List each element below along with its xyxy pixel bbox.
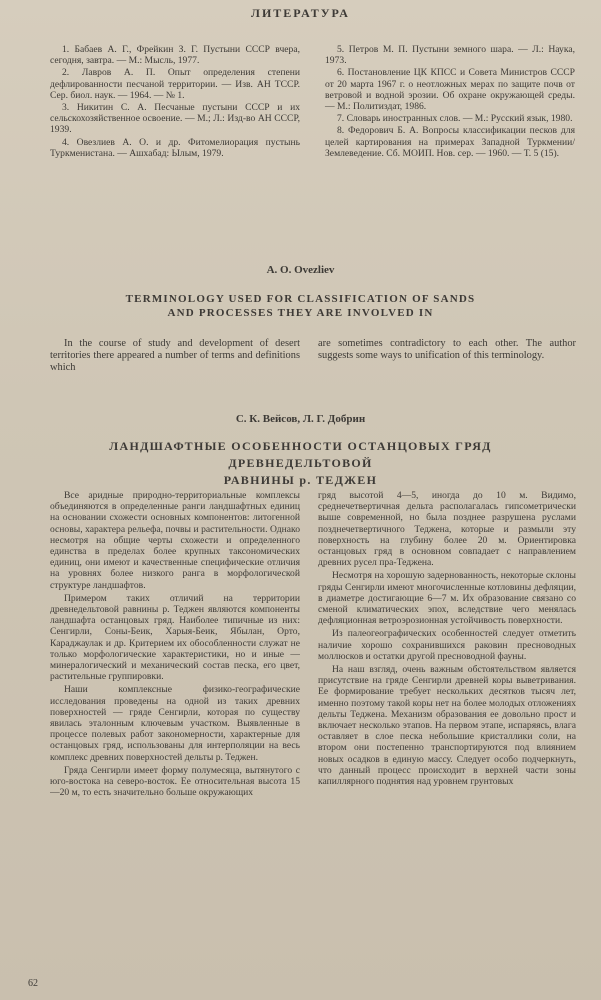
- russian-title-line-2: РАВНИНЫ р. ТЕДЖЕН: [223, 473, 378, 487]
- abstract-left: [50, 338, 300, 374]
- reference-item: 7. Словарь иностранных слов. — М.: Русский язык, 1980.: [337, 113, 573, 125]
- body-right-column: [318, 490, 576, 985]
- russian-title-line-1: ЛАНДШАФТНЫЕ ОСОБЕННОСТИ ОСТАНЦОВЫХ ГРЯД ДРЕВНЕДЕЛЬТОВОЙ: [109, 439, 492, 470]
- english-title: [60, 292, 541, 320]
- body-paragraph: Гряда Сенгирли имеет форму полумесяца, вытянутого с юго-востока на северо-восток. Ее относительная высота 15—20 м, то есть значительно больше окружающих: [50, 764, 300, 799]
- page-number: 62: [28, 978, 38, 989]
- body-paragraph: гряд высотой 4—5, иногда до 10 м. Видимо, среднечетвертичная дельта располагалась гипсометрически выше современной, но была позднее разрушена руслами позднечетвертичного Теджена, которые и размыли эту поверхность на глубину более 20 м. Ориентировка останцовых гряд в основном совпадает с направлением древних русел пра-Теджена.: [318, 490, 576, 569]
- body-paragraph: Наши комплексные физико-географические исследования проведены на одной из таких древних поверхностей — гряде Сенгирли, которая по существу явилась эталонным ключевым участком. Выявленные в процессе полевых работ закономерности, характерные для останцовых гряд, использованы для интерполяции на весь комплекс древних поверхностей дельты р. Теджен.: [50, 684, 300, 763]
- reference-item: 6. Постановление ЦК КПСС и Совета Министров СССР от 20 марта 1967 г. о неотложных мерах по защите почв от ветровой и водной эрозии. Об охране окружающей среды. — М.: Политиздат, 1986.: [325, 67, 575, 113]
- reference-item: 8. Федорович Б. А. Вопросы классификации песков для целей картирования на примерах Западной Туркмении/Землеведение. Сб. МОИП. Нов. сер. — 1960. — Т. 5 (15).: [325, 125, 575, 159]
- english-title-line-2: AND PROCESSES THEY ARE INVOLVED IN: [167, 307, 434, 319]
- russian-title: [40, 438, 561, 489]
- reference-item: 2. Лавров А. П. Опыт определения степени дефлированности песчаной территории. — Изв. АН ТССР. Сер. биол. наук. — 1964. — № 1.: [50, 67, 300, 101]
- reference-item: 1. Бабаев А. Г., Фрейкин З. Г. Пустыни СССР вчера, сегодня, завтра. — М.: Мысль, 1977.: [50, 44, 300, 67]
- body-paragraph: Все аридные природно-территориальные комплексы объединяются в определенные ранги ландшафтных единиц на основании схожести основных компонентов: литогенной основы, характера рельефа, почвы и растительности. Однако несмотря на общие черты схожести и определенного единства в пределах более крупных таксономических единиц, они имеют и качественные специфические отличия на уровнях более низкого ранга в морфологической структуре ландшафтов.: [50, 490, 300, 591]
- body-paragraph: На наш взгляд, очень важным обстоятельством является присутствие на гряде Сенгирли древней коры выветривания. Ее формирование требует нескольких десятков тысяч лет, именно поэтому такой коры нет на более молодых отложениях дельты Теджена. Механизм образования ее довольно прост и включает несколько этапов. На первом этапе, испаряясь, влага оставляет в слое песка небольшие кристаллики соли, на втором они постепенно транспортируются под влиянием новых осадков в единую массу. Следует особо подчеркнуть, что данный процесс происходит в верхней части зоны капиллярного поднятия над уровнем грунтовых: [318, 664, 576, 788]
- reference-item: 5. Петров М. П. Пустыни земного шара. — Л.: Наука, 1973.: [325, 44, 575, 67]
- body-paragraph: Примером таких отличий на территории древнедельтовой равнины р. Теджен являются компоненты ландшафта останцовых гряд. Наиболее типичные из них: Сенгирли, Соны-Беик, Харыя-Беик, Ябылан, Орто, Караджаулак и др. Критерием их обособленности служат не только морфологические характеристики, но и иные — минералогический и механический состав песка, его цвет, растительные группировки.: [50, 592, 300, 683]
- reference-item: 3. Никитин С. А. Песчаные пустыни СССР и их сельскохозяйственное освоение. — М.; Л.: Изд-во АН СССР, 1939.: [50, 102, 300, 136]
- body-left-column: [50, 490, 300, 970]
- english-title-line-1: TERMINOLOGY USED FOR CLASSIFICATION OF SANDS: [125, 293, 476, 305]
- body-paragraph: Несмотря на хорошую задернованность, некоторые склоны гряды Сенгирли имеют многочисленные котловины дефляции, в диаметре достигающие 6—7 м. Их образование связано со сменой климатических эпох, вследствие чего менялась дефляционная ветроэрозионная устойчивость поверхности.: [318, 570, 576, 627]
- russian-authors: С. К. Вейсов, Л. Г. Добрин: [235, 413, 366, 425]
- abstract-left-text: In the course of study and development of desert territories there appeared a number of terms and definitions which: [50, 338, 300, 373]
- reference-item: 4. Овезлиев А. О. и др. Фитомелиорация пустынь Туркменистана. — Ашхабад: Ылым, 1979.: [50, 136, 300, 159]
- body-paragraph: Из палеогеографических особенностей следует отметить наличие хорошо сохранившихся раковин пресноводных моллюсков и остатки другой пресноводной фауны.: [318, 628, 576, 662]
- abstract-right: [318, 338, 576, 362]
- references-left-column: [50, 44, 300, 160]
- references-heading: ЛИТЕРАТУРА: [251, 6, 350, 20]
- english-author: A. O. Ovezliev: [266, 264, 335, 276]
- references-right-column: [325, 44, 575, 160]
- abstract-right-text: are sometimes contradictory to each other. The author suggests some ways to unification of this terminology.: [318, 338, 576, 361]
